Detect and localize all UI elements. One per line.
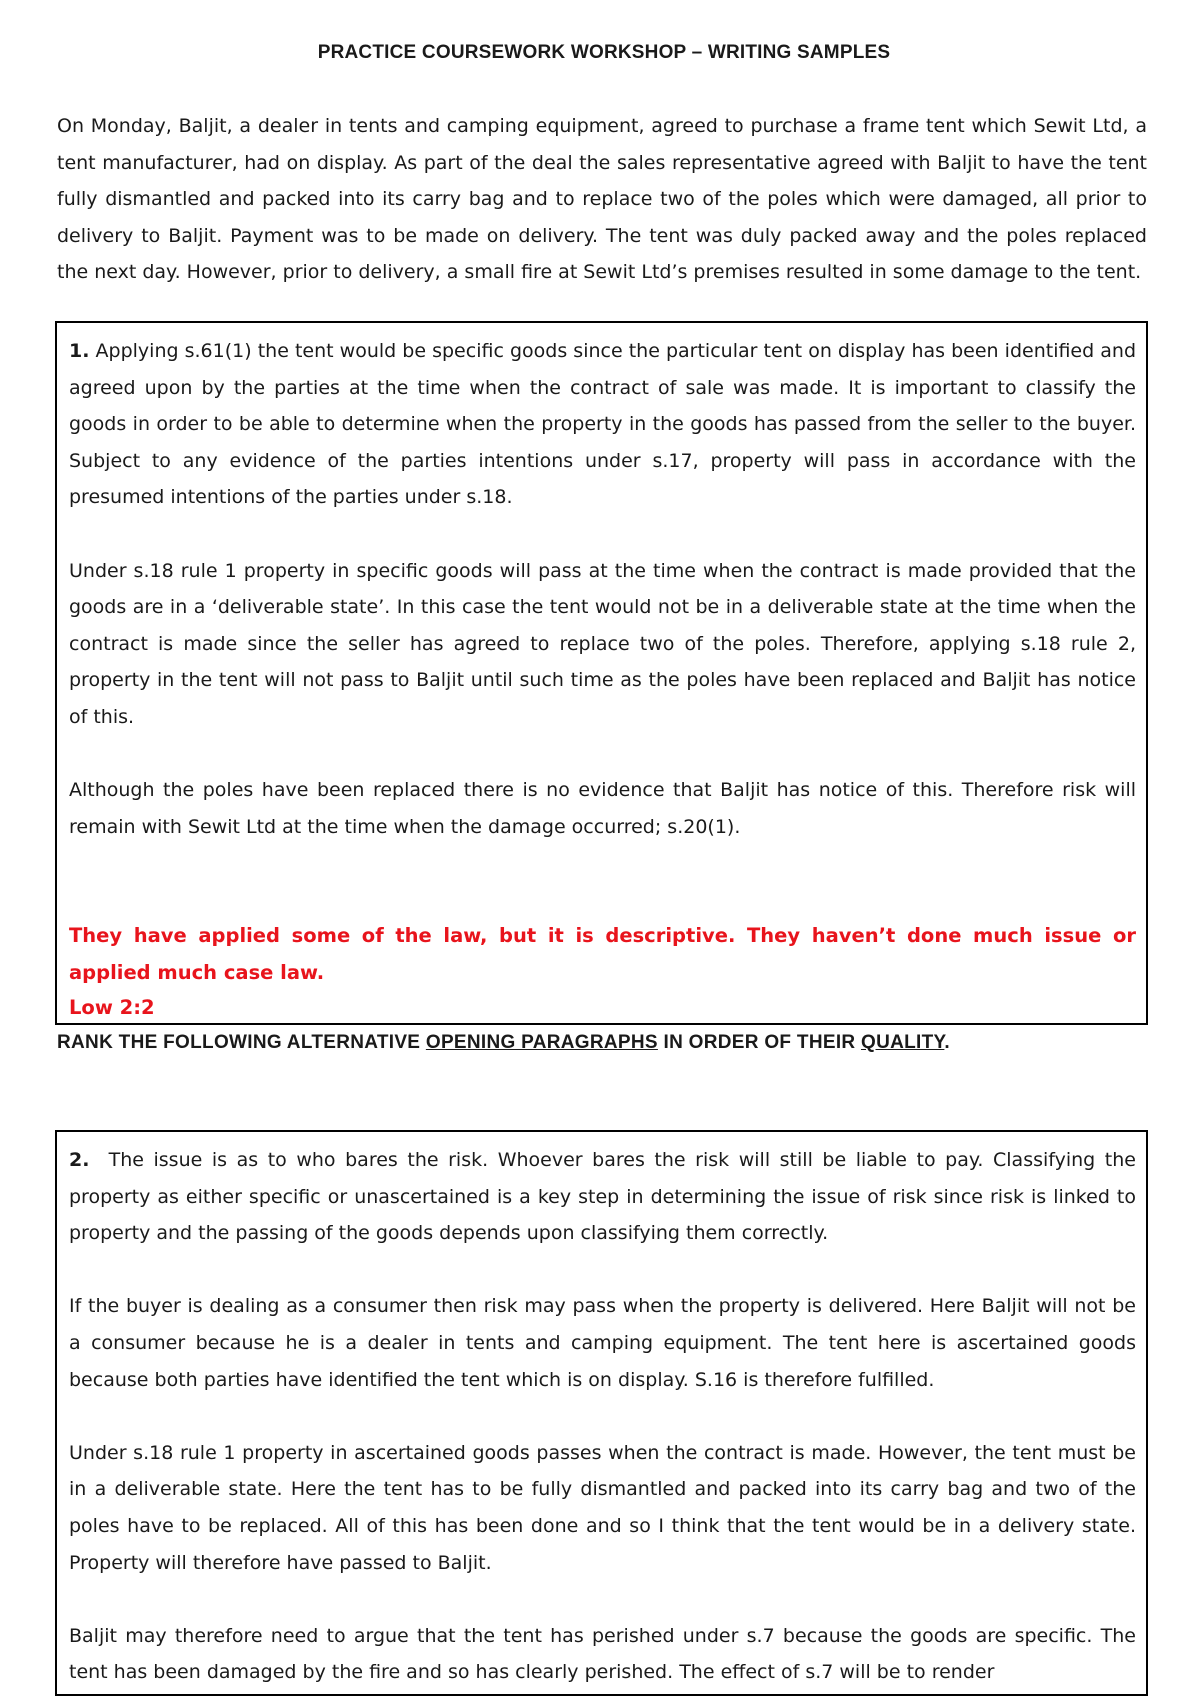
- instruction-text-2: IN ORDER OF THEIR: [657, 1032, 862, 1053]
- ranking-instruction: [57, 1032, 1157, 1054]
- scenario-paragraph: On Monday, Baljit, a dealer in tents and camping equipment, agreed to purchase a frame tent which Sewit Ltd, a tent manufacturer, had on display. As part of the deal the sales representative agreed with Baljit to have the tent fully dismantled and packed into its carry bag and to replace two of the poles which were damaged, all prior to delivery to Baljit. Payment was to be made on delivery. The tent was duly packed away and the poles replaced the next day. However, prior to delivery, a small fire at Sewit Ltd’s premises resulted in some damage to the tent.: [57, 115, 1147, 284]
- writing-sample-1: [55, 321, 1148, 1025]
- sample-1-grade: Low 2:2: [69, 995, 155, 1019]
- sample-2-paragraph-1-text: The issue is as to who bares the risk. Whoever bares the risk will still be liable to pay. Classifying the property as either specific or unascertained is a key step in determining the issue of risk since risk is linked to property and the passing of the goods depends upon classifying them correctly.: [69, 1149, 1136, 1245]
- sample-2-paragraph-2: If the buyer is dealing as a consumer then risk may pass when the property is delivered. Here Baljit will not be a consumer because he is a dealer in tents and camping equipment. The tent here is ascertained goods because both parties have identified the tent which is on display. S.16 is therefore fulfilled.: [69, 1295, 1136, 1391]
- sample-1-paragraph-3: Although the poles have been replaced there is no evidence that Baljit has notice of this. Therefore risk will remain with Sewit Ltd at the time when the damage occurred; s.20(1).: [69, 779, 1136, 838]
- sample-1-paragraph-1: [69, 333, 1136, 516]
- instruction-text-1: RANK THE FOLLOWING ALTERNATIVE: [57, 1032, 426, 1053]
- page-title: PRACTICE COURSEWORK WORKSHOP – WRITING SAMPLES: [317, 42, 891, 63]
- sample-2-paragraph-4: Baljit may therefore need to argue that the tent has perished under s.7 because the goods are specific. The tent has been damaged by the fire and so has clearly perished. The effect of s.7 will be to render: [69, 1624, 1136, 1684]
- sample-1-feedback: They have applied some of the law, but it is descriptive. They haven’t done much issue or applied much case law.: [69, 924, 1136, 984]
- writing-sample-2: [55, 1130, 1148, 1696]
- sample-2-paragraph-3: Under s.18 rule 1 property in ascertained goods passes when the contract is made. However, the tent must be in a deliverable state. Here the tent has to be fully dismantled and packed into its carry bag and two of the poles have to be replaced. All of this has been done and so I think that the tent would be in a delivery state. Property will therefore have passed to Baljit.: [69, 1441, 1136, 1574]
- sample-1-number: 1.: [69, 340, 90, 362]
- sample-1-paragraph-2: Under s.18 rule 1 property in specific goods will pass at the time when the contract is made provided that the goods are in a ‘deliverable state’. In this case the tent would not be in a deliverable state at the time when the contract is made since the seller has agreed to replace two of the poles. Therefore, applying s.18 rule 2, property in the tent will not pass to Baljit until such time as the poles have been replaced and Baljit has notice of this.: [69, 559, 1136, 728]
- sample-1-paragraph-1-text: Applying s.61(1) the tent would be specific goods since the particular tent on display has been identified and agreed upon by the parties at the time when the contract of sale was made. It is important to classify the goods in order to be able to determine when the property in the goods has passed from the seller to the buyer. Subject to any evidence of the parties intentions under s.17, property will pass in accordance with the presumed intentions of the parties under s.18.: [69, 340, 1136, 509]
- instruction-text-3: .: [944, 1032, 950, 1053]
- instruction-underlined-1: OPENING PARAGRAPHS: [425, 1032, 658, 1053]
- sample-2-number: 2.: [69, 1149, 90, 1171]
- sample-2-paragraph-1: [69, 1142, 1136, 1252]
- instruction-underlined-2: QUALITY: [861, 1032, 945, 1053]
